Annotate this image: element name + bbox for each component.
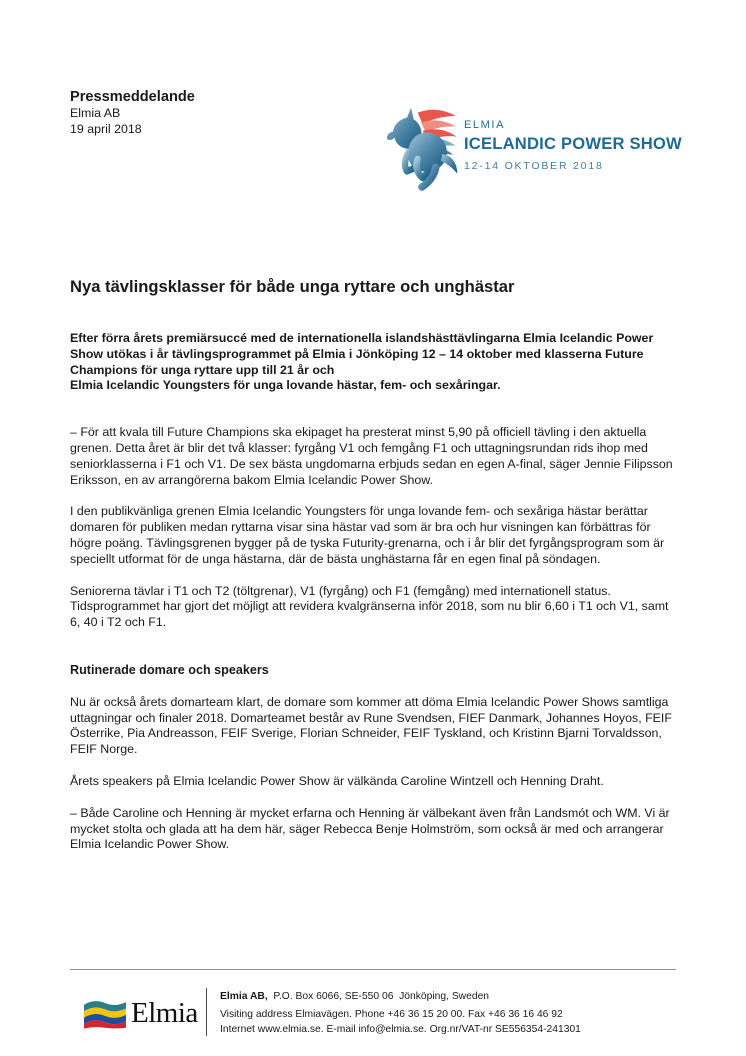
event-logo-text (464, 104, 682, 172)
company-name: Elmia AB (70, 106, 121, 120)
article-title: Nya tävlingsklasser för både unga ryttare och unghästar (70, 277, 515, 296)
footer-address-line-1 (220, 989, 581, 1004)
elmia-wordmark: Elmia (131, 997, 198, 1030)
paragraph-5: Årets speakers på Elmia Icelandic Power Show är välkända Caroline Wintzell och Henning Draht. (70, 773, 604, 788)
event-logo-brand: ELMIA (464, 119, 506, 131)
rearing-horse-icon (383, 104, 459, 194)
footer-separator (206, 988, 207, 1036)
footer-address-line-2: Visiting address Elmiavägen. Phone +46 36 15 20 00. Fax +46 36 16 46 92 (220, 1009, 563, 1021)
paragraph-6: – Både Caroline och Henning är mycket erfarna och Henning är välbekant även från Landsmót och WM. Vi är mycket stolta och glada att ha dem här, säger Rebecca Benje Holmström, som också är med och arrangerar Elmia Icelandic Power Show. (70, 805, 670, 852)
document-type-label: Pressmeddelande (70, 89, 195, 105)
footer-address-line-3: Internet www.elmia.se. E-mail info@elmia.se. Org.nr/VAT-nr SE556354-241301 (220, 1024, 581, 1036)
paragraph-4: Nu är också årets domarteam klart, de domare som kommer att döma Elmia Icelandic Power Shows samtliga uttagningar och finaler 2018. Domarteamet består av Rune Svendsen, FIEF Danmark, Johannes Hoyos, FEIF Österrike, Pia Andreasson, FEIF Sverige, Florian Schneider, FEIF Tyskland, och Kristinn Bjarni Torvaldsson, FEIF Norge. (70, 694, 672, 757)
event-logo-dates: 12-14 OKTOBER 2018 (464, 160, 604, 172)
document-header (70, 88, 195, 138)
paragraph-2: I den publikvänliga grenen Elmia Icelandic Youngsters för unga lovande fem- och sexåriga hästar berättar domaren för publiken medan ryttarna visar sina hästar vad som är bra och hur visningen kan förbättras för högre poäng. Tävlingsgrenen bygger på de tyska Futurity-grenarna, och i år blir det fyrgångsprogram som är speciellt utformat för de unga hästarna, där de bästa unghästarna får en egen final på söndagen. (70, 504, 665, 566)
footer-company-name: Elmia AB, (220, 991, 268, 1002)
paragraph-3: Seniorerna tävlar i T1 och T2 (töltgrenar), V1 (fyrgång) och F1 (femgång) med internationell status. Tidsprogrammet har gjort det möjligt att revidera kvalgränserna inför 2018, som nu blir 6,60 i T1 och V1, samt 6, 40 i T2 och F1. (70, 583, 669, 630)
footer-row (70, 986, 676, 1038)
document-footer (70, 969, 676, 1038)
footer-postal-address: P.O. Box 6066, SE-550 06 Jönköping, Sweden (267, 991, 490, 1002)
event-logo (383, 104, 682, 194)
footer-address (220, 986, 581, 1038)
elmia-flag-icon (84, 999, 126, 1029)
article-body (70, 277, 678, 869)
footer-divider (70, 969, 676, 970)
lead-paragraph: Efter förra årets premiärsuccé med de internationella islandshästtävlingarna Elmia Icelandic Power Show utökas i år tävlingsprogrammet på Elmia i Jönköping 12 – 14 oktober med klasserna Future Champions för unga ryttare upp till 21 år och Elmia Icelandic Youngsters för unga lovande hästar, fem- och sexåringar. (70, 331, 654, 393)
event-logo-title: ICELANDIC POWER SHOW (464, 134, 682, 153)
document-date: 19 april 2018 (70, 121, 142, 136)
paragraph-1: – För att kvala till Future Champions ska ekipaget ha presterat minst 5,90 på officiell tävling i den aktuella grenen. Detta året är blir det två klasser: fyrgång V1 och femgång F1 och uttagningsrundan rids ihop med seniorklasserna i F1 och V1. De sex bästa ungdomarna erbjuds sedan en egen A-final, säger Jennie Filipsson Eriksson, en av arrangörerna bakom Elmia Icelandic Power Show. (70, 425, 673, 487)
elmia-logo (84, 986, 206, 1038)
section-subheading: Rutinerade domare och speakers (70, 662, 269, 677)
